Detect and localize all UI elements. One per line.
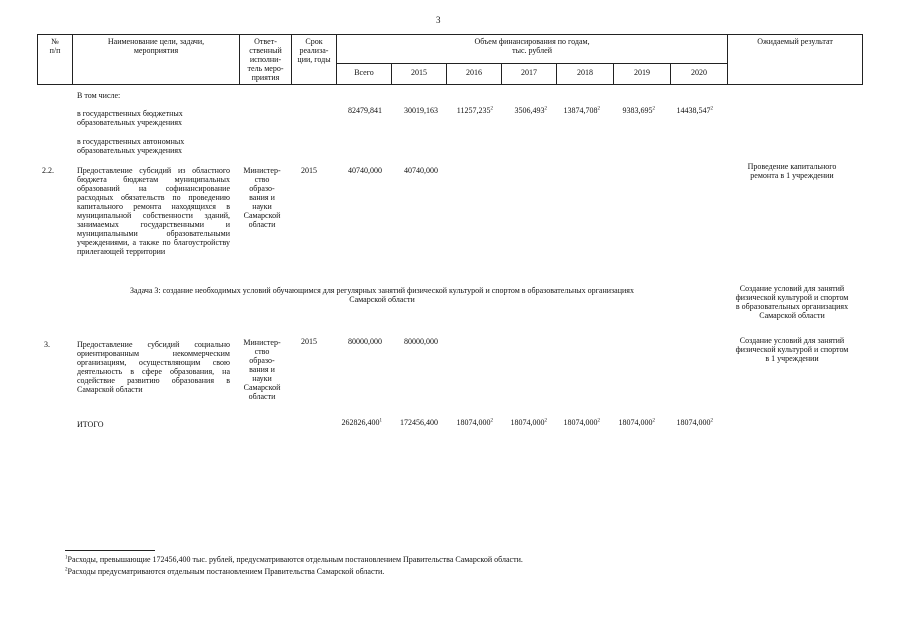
row-number: 3. xyxy=(44,340,50,349)
row-number: 2.2. xyxy=(42,166,54,175)
total-row-total: 262826,400$^1$ xyxy=(341,418,382,427)
row-3-responsible: Министер- ство образо- вания и науки Самарской области xyxy=(243,338,281,401)
budget-row-value: 3506,493$^2$ xyxy=(514,106,547,115)
total-row-value: 18074,000$^2$ xyxy=(618,418,655,427)
total-row-value: 172456,400 xyxy=(400,418,438,427)
footnote-rule xyxy=(65,550,155,551)
footnote-1: $^1$Расходы, превышающие 172456,400 тыс. рублей, предусматриваются отдельным постановлением Правительства Самарской области. xyxy=(65,555,523,564)
row-3-term: 2015 xyxy=(301,337,317,346)
budget-row-value: 30019,163 xyxy=(404,106,438,115)
footnote-2: $^2$Расходы предусматриваются отдельным постановлением Правительства Самарской области. xyxy=(65,567,385,576)
row-2-2-responsible: Министер- ство образо- вания и науки Самарской области xyxy=(243,166,281,229)
row-3-text: Предоставление субсидий социально ориентированным некоммерческим организациям, осуществляющим свою деятельность в сфере образования, на содействие развитию образования в Самарской области xyxy=(77,340,230,394)
task-3-heading: Задача 3: создание необходимых условий обучающимся для регулярных занятий физической культурой и спортом в образовательных организациях Самарской области xyxy=(130,286,634,304)
header-year: 2020 xyxy=(671,64,728,85)
table-header xyxy=(37,34,862,86)
header-year: 2015 xyxy=(392,64,447,85)
budget-row-value: 11257,235$^2$ xyxy=(456,106,493,115)
total-label: ИТОГО xyxy=(77,420,104,429)
total-row-value: 18074,000$^2$ xyxy=(456,418,493,427)
header-term: Срок реализа- ции, годы xyxy=(292,35,337,85)
budget-row-value: 14438,547$^2$ xyxy=(676,106,713,115)
row-3-2015: 80000,000 xyxy=(404,337,438,346)
header-num: № п/п xyxy=(38,35,73,85)
header-year: 2016 xyxy=(447,64,502,85)
header-total: Всего xyxy=(337,64,392,85)
header-name: Наименование цели, задачи, мероприятия xyxy=(73,35,240,85)
total-row-value: 18074,000$^2$ xyxy=(563,418,600,427)
page-number: 3 xyxy=(436,15,441,25)
header-result: Ожидаемый результат xyxy=(728,35,863,85)
row-2-2-result: Проведение капитального ремонта в 1 учреждении xyxy=(747,162,837,180)
budget-row-value: 13874,708$^2$ xyxy=(563,106,600,115)
total-row-value: 18074,000$^2$ xyxy=(676,418,713,427)
row-2-2-term: 2015 xyxy=(301,166,317,175)
autonomous-row-label: в государственных автономных образовательных учреждениях xyxy=(77,137,185,155)
header-year: 2017 xyxy=(502,64,557,85)
row-3-total: 80000,000 xyxy=(348,337,382,346)
budget-row-label: в государственных бюджетных образовательных учреждениях xyxy=(77,109,183,127)
header-year: 2019 xyxy=(614,64,671,85)
row-2-2-text: Предоставление субсидий из областного бюджета бюджетам муниципальных образований на софинансирование расходных обязательств по проведению капитального ремонта находящихся в муниципальной собственности зданий, занимаемых государственными и муниципальными образовательными учреждениями, а также по благоустройству прилегающей территории xyxy=(77,166,230,256)
task-3-result: Создание условий для занятий физической культурой и спортом в образовательных организациях Самарской области xyxy=(735,284,849,320)
header-year: 2018 xyxy=(557,64,614,85)
budget-row-value: 9383,695$^2$ xyxy=(622,106,655,115)
row-3-result: Создание условий для занятий физической культурой и спортом в 1 учреждении xyxy=(735,336,849,363)
row-2-2-2015: 40740,000 xyxy=(404,166,438,175)
header-funding: Объем финансирования по годам, тыс. рублей xyxy=(337,35,728,64)
header-responsible: Ответ- ственный исполни- тель меро- приятия xyxy=(240,35,292,85)
including-label: В том числе: xyxy=(77,91,121,100)
total-row-value: 18074,000$^2$ xyxy=(510,418,547,427)
row-2-2-total: 40740,000 xyxy=(348,166,382,175)
budget-row-total: 82479,841 xyxy=(348,106,382,115)
